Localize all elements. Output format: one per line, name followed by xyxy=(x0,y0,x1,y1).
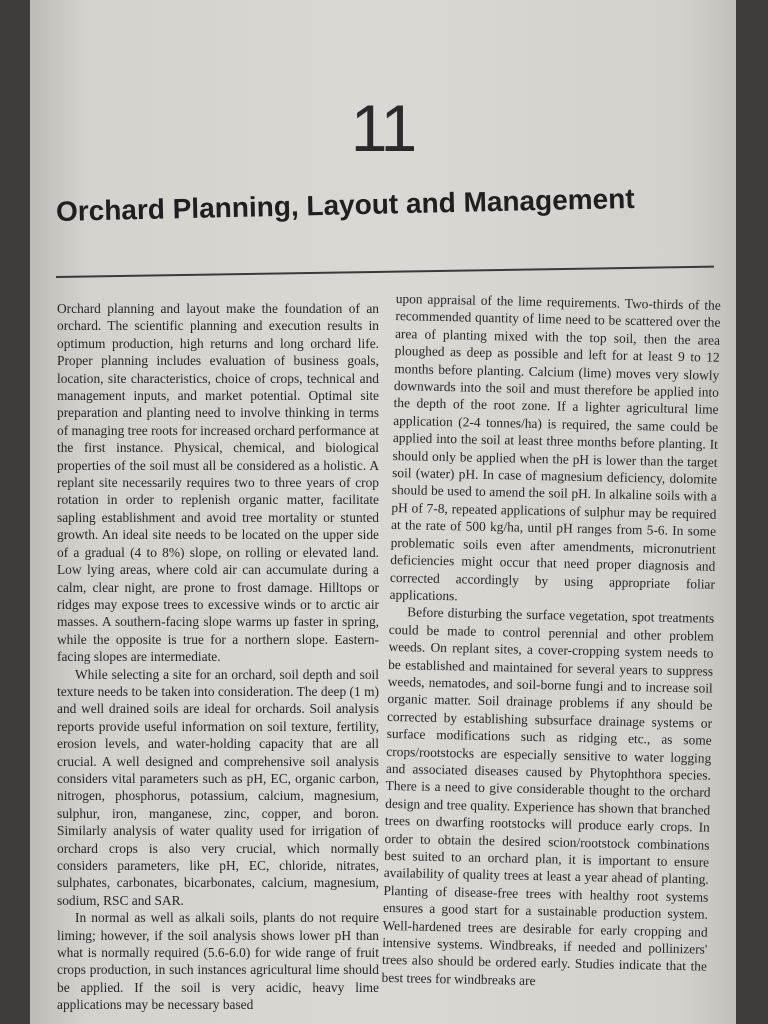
book-page xyxy=(30,0,736,1024)
paragraph: Before disturbing the surface vegetation, spot treatments could be made to control perennial and other problem weeds. On replant sites, a cover-cropping system needs to be established and maintained for several years to suppress weeds, nematodes, and soil-borne fungi and to increase soil organic matter. Soil drainage problems if any should be corrected by establishing subsurface drainage systems or surface modifications such as ridging etc., as some crops/rootstocks are especially sensitive to water logging and associated diseases caused by Phytophthora species. There is a need to give considerable thought to the orchard design and tree quality. Experience has shown that branched trees on dwarfing rootstocks will produce early crops. In order to obtain the desired scion/rootstock combinations best suited to an orchard plan, it is important to ensure availability of quality trees at least a year ahead of planting. Planting of disease-free trees with healthy root systems ensures a good start for a sustainable production system. Well-hardened trees are desirable for early cropping and intensive systems. Windbreaks, if needed and pollinizers' trees also should be ordered early. Studies indicate that the best trees for windbreaks are xyxy=(381,604,715,988)
left-column xyxy=(57,300,379,1014)
paragraph: upon appraisal of the lime requirements. Two-thirds of the recommended quantity of lime need to be scattered over the area of planting mixed with the top soil, then the area ploughed as deep as possible and left for at least 9 to 12 months before planting. Calcium (lime) moves very slowly downwards into the soil and must therefore be applied into the depth of the root zone. If a lighter agricultural lime application (2-4 tonnes/ha) is required, the same could be applied into the soil at least three months before planting. It should only be applied when the pH is lower than the target soil (water) pH. In case of magnesium deficiency, dolomite should be used to amend the soil pH. In alkaline soils with a pH of 7-8, repeated applications of sulphur may be required at the rate of 500 kg/ha, until pH ranges from 5-6. In some problematic soils even after amendments, micronutrient deficiencies might occur that need proper diagnosis and corrected accordingly by using appropriate foliar applications. xyxy=(389,290,721,604)
title-divider xyxy=(56,266,714,278)
paragraph: While selecting a site for an orchard, soil depth and soil texture needs to be taken into consideration. The deep (1 m) and well drained soils are ideal for orchards. Soil analysis reports provide useful information on soil texture, fertility, erosion levels, and water-holding capacity that are all crucial. A well designed and comprehensive soil analysis considers vital parameters such as pH, EC, organic carbon, nitrogen, phosphorus, potassium, calcium, magnesium, sulphur, iron, manganese, zinc, copper, and boron. Similarly analysis of water quality used for irrigation of orchard crops is also very crucial, which normally considers parameters, like pH, EC, chloride, nitrates, sulphates, carbonates, bicarbonates, calcium, magnesium, sodium, RSC and SAR. xyxy=(57,666,379,908)
paragraph: In normal as well as alkali soils, plants do not require liming; however, if the soil analysis shows lower pH than what is normally required (5.6-6.0) for wide range of fruit crops production, in such instances agricultural lime should be applied. If the soil is very acidic, heavy lime applications may be necessary based xyxy=(57,910,379,1013)
chapter-number: 11 xyxy=(350,91,416,165)
paragraph: Orchard planning and layout make the foundation of an orchard. The scientific planning and execution results in optimum production, high returns and long orchard life. Proper planning includes evaluation of business goals, location, site characteristics, choice of crops, technical and management inputs, and market potential. Optimal site preparation and planting need to involve thinking in terms of managing tree roots for increased orchard performance at the first instance. Physical, chemical, and biological properties of the soil must all be considered as a holistic. A replant site necessarily requires two to three years of crop rotation in order to replenish organic matter, facilitate sapling establishment and avoid tree mortality or stunted growth. An ideal site needs to be located on the upper side of a gradual (4 to 8%) slope, on rolling or elevated land. Low lying areas, where cold air can accumulate during a calm, clear night, are prone to frost damage. Hilltops or ridges may expose trees to excessive winds or to arctic air masses. A southern-facing slope warms up faster in spring, while the opposite is true for a northern slope. Eastern-facing slopes are intermediate. xyxy=(57,301,379,665)
right-column xyxy=(381,290,721,993)
chapter-title: Orchard Planning, Layout and Management xyxy=(55,182,635,227)
